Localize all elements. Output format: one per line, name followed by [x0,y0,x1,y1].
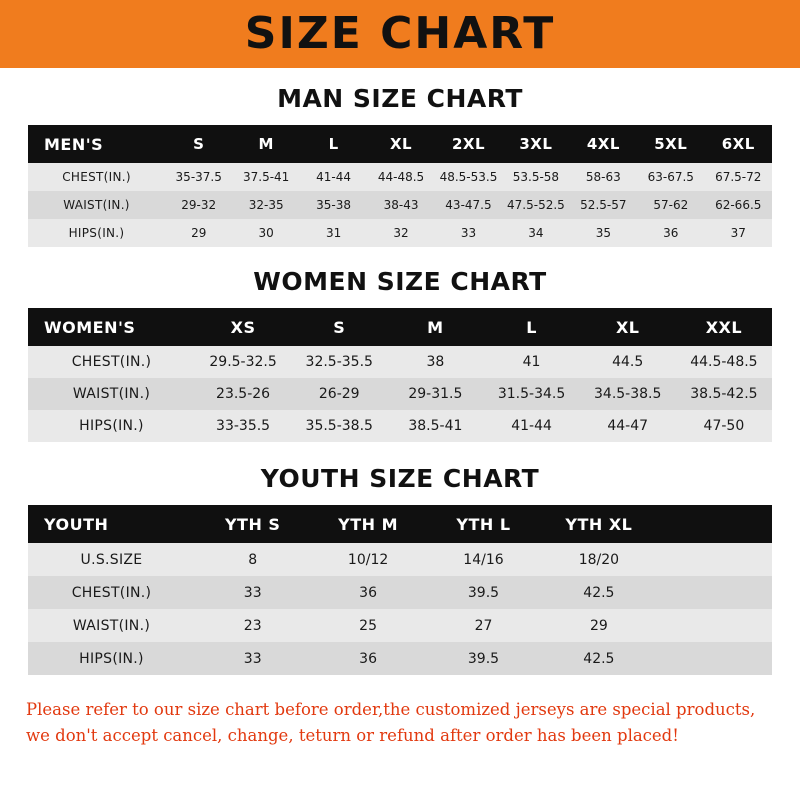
men-chest-4xl: 58-63 [570,163,637,191]
youth-hips-s: 33 [195,642,310,675]
men-hips-3xl: 34 [502,219,569,247]
table-header-row [28,125,772,163]
table-row [28,576,772,609]
men-hips-5xl: 36 [637,219,704,247]
women-chest-s: 32.5-35.5 [291,346,387,378]
men-header-2xl: 2XL [435,125,502,163]
women-row-label-waist: WAIST(IN.) [28,378,195,410]
men-chest-m: 37.5-41 [232,163,299,191]
men-header-s: S [165,125,232,163]
women-waist-xs: 23.5-26 [195,378,291,410]
footer-line-1: Please refer to our size chart before order,the customized jerseys are special products, [26,700,756,719]
youth-ussize-m: 10/12 [310,543,425,576]
women-hips-xs: 33-35.5 [195,410,291,442]
youth-header-l: YTH L [426,505,541,543]
table-row [28,543,772,576]
men-header-3xl: 3XL [502,125,569,163]
women-header-m: M [387,308,483,346]
youth-ussize-s: 8 [195,543,310,576]
men-waist-xl: 38-43 [367,191,434,219]
youth-ussize-xl: 18/20 [541,543,656,576]
youth-ussize-l: 14/16 [426,543,541,576]
youth-chest-s: 33 [195,576,310,609]
table-header-row [28,505,772,543]
women-section [0,267,800,442]
youth-section [0,464,800,675]
youth-hips-l: 39.5 [426,642,541,675]
women-hips-m: 38.5-41 [387,410,483,442]
women-header-s: S [291,308,387,346]
youth-size-table [28,505,772,675]
men-header-4xl: 4XL [570,125,637,163]
footer-line-2: we don't accept cancel, change, teturn or refund after order has been placed! [26,725,679,745]
youth-chest-m: 36 [310,576,425,609]
page-banner [0,0,800,68]
youth-header-m: YTH M [310,505,425,543]
table-header-row [28,308,772,346]
youth-waist-xl: 29 [541,609,656,642]
youth-waist-empty [657,609,772,642]
men-waist-m: 32-35 [232,191,299,219]
youth-chest-empty [657,576,772,609]
men-waist-5xl: 57-62 [637,191,704,219]
women-waist-xxl: 38.5-42.5 [676,378,772,410]
men-waist-l: 35-38 [300,191,367,219]
men-row-label-waist: WAIST(IN.) [28,191,165,219]
youth-chest-xl: 42.5 [541,576,656,609]
men-header-xl: XL [367,125,434,163]
table-row [28,163,772,191]
women-section-title: WOMEN SIZE CHART [253,267,547,296]
page-title: SIZE CHART [244,8,556,59]
men-section-title: MAN SIZE CHART [277,84,523,113]
men-chest-s: 35-37.5 [165,163,232,191]
women-waist-l: 31.5-34.5 [483,378,579,410]
men-hips-s: 29 [165,219,232,247]
women-hips-l: 41-44 [483,410,579,442]
women-waist-s: 26-29 [291,378,387,410]
men-chest-2xl: 48.5-53.5 [435,163,502,191]
men-hips-2xl: 33 [435,219,502,247]
men-hips-m: 30 [232,219,299,247]
women-header-label: WOMEN'S [28,308,195,346]
men-waist-s: 29-32 [165,191,232,219]
table-row [28,642,772,675]
women-chest-xs: 29.5-32.5 [195,346,291,378]
men-chest-l: 41-44 [300,163,367,191]
youth-waist-l: 27 [426,609,541,642]
youth-hips-empty [657,642,772,675]
men-section [0,84,800,247]
men-header-5xl: 5XL [637,125,704,163]
women-header-xl: XL [580,308,676,346]
women-header-l: L [483,308,579,346]
men-size-table [28,125,772,247]
men-header-m: M [232,125,299,163]
men-hips-4xl: 35 [570,219,637,247]
women-chest-l: 41 [483,346,579,378]
women-size-table [28,308,772,442]
men-chest-xl: 44-48.5 [367,163,434,191]
men-chest-6xl: 67.5-72 [705,163,773,191]
youth-section-title: YOUTH SIZE CHART [260,464,540,493]
youth-row-label-chest: CHEST(IN.) [28,576,195,609]
women-row-label-hips: HIPS(IN.) [28,410,195,442]
youth-chest-l: 39.5 [426,576,541,609]
table-row [28,346,772,378]
youth-row-label-waist: WAIST(IN.) [28,609,195,642]
youth-header-label: YOUTH [28,505,195,543]
youth-header-s: YTH S [195,505,310,543]
women-hips-s: 35.5-38.5 [291,410,387,442]
footer-disclaimer [0,697,800,748]
women-waist-xl: 34.5-38.5 [580,378,676,410]
men-header-label: MEN'S [28,125,165,163]
men-header-l: L [300,125,367,163]
youth-waist-m: 25 [310,609,425,642]
youth-header-xl: YTH XL [541,505,656,543]
youth-hips-xl: 42.5 [541,642,656,675]
men-waist-4xl: 52.5-57 [570,191,637,219]
table-row [28,191,772,219]
men-row-label-hips: HIPS(IN.) [28,219,165,247]
women-row-label-chest: CHEST(IN.) [28,346,195,378]
table-row [28,219,772,247]
youth-waist-s: 23 [195,609,310,642]
women-waist-m: 29-31.5 [387,378,483,410]
men-waist-6xl: 62-66.5 [705,191,773,219]
youth-hips-m: 36 [310,642,425,675]
youth-row-label-hips: HIPS(IN.) [28,642,195,675]
women-hips-xl: 44-47 [580,410,676,442]
men-hips-xl: 32 [367,219,434,247]
youth-ussize-empty [657,543,772,576]
men-chest-3xl: 53.5-58 [502,163,569,191]
men-waist-2xl: 43-47.5 [435,191,502,219]
table-row [28,378,772,410]
women-chest-xl: 44.5 [580,346,676,378]
men-waist-3xl: 47.5-52.5 [502,191,569,219]
youth-header-empty [657,505,772,543]
table-row [28,609,772,642]
men-chest-5xl: 63-67.5 [637,163,704,191]
youth-row-label-ussize: U.S.SIZE [28,543,195,576]
women-chest-m: 38 [387,346,483,378]
men-hips-6xl: 37 [705,219,773,247]
men-header-6xl: 6XL [705,125,773,163]
men-hips-l: 31 [300,219,367,247]
women-header-xs: XS [195,308,291,346]
men-row-label-chest: CHEST(IN.) [28,163,165,191]
women-chest-xxl: 44.5-48.5 [676,346,772,378]
table-row [28,410,772,442]
women-header-xxl: XXL [676,308,772,346]
women-hips-xxl: 47-50 [676,410,772,442]
